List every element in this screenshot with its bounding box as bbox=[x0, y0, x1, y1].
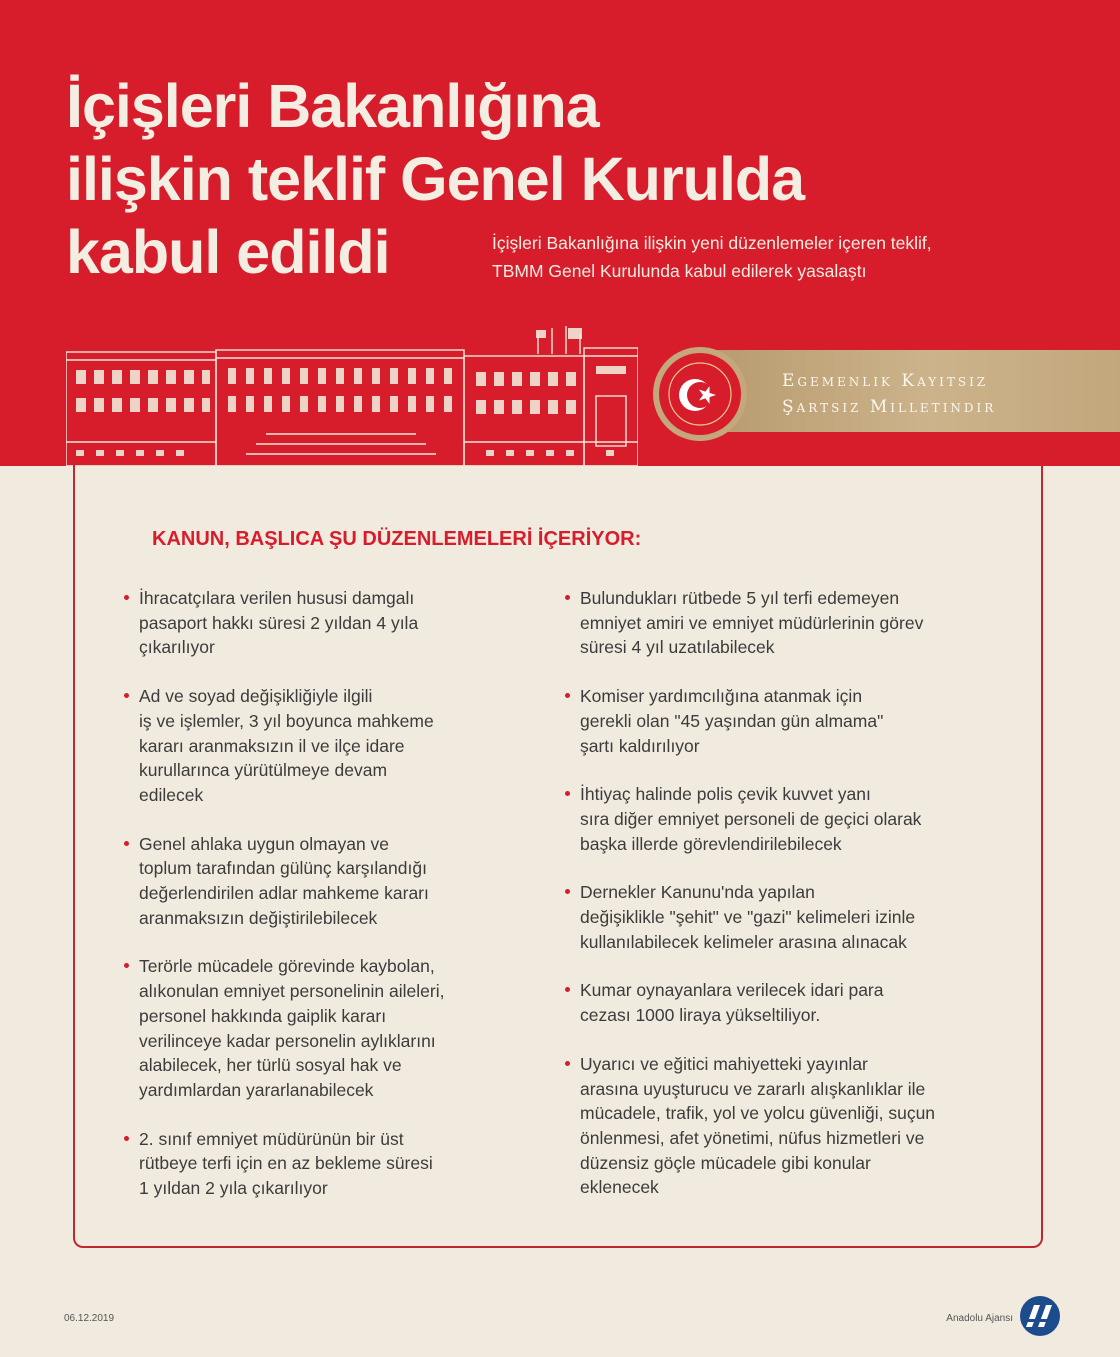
parliament-building-illustration bbox=[66, 326, 638, 468]
list-item bbox=[124, 1127, 524, 1201]
item-line: kullanılabilecek kelimeler arasına alınacak bbox=[580, 931, 907, 952]
item-line: değerlendirilen adlar mahkeme kararı bbox=[139, 883, 429, 904]
bullet-icon bbox=[565, 595, 570, 600]
bullet-icon bbox=[565, 889, 570, 894]
item-line: arasına uyuşturucu ve zararlı alışkanlıklar ile bbox=[580, 1078, 926, 1099]
item-line: çıkarılıyor bbox=[139, 637, 215, 658]
item-line: 1 yıldan 2 yıla çıkarılıyor bbox=[139, 1178, 328, 1199]
item-line: personel hakkında gaiplik kararı bbox=[139, 1005, 387, 1026]
list-item bbox=[565, 1052, 1015, 1200]
item-line: Uyarıcı ve eğitici mahiyetteki yayınlar bbox=[580, 1053, 868, 1074]
item-line: değişiklikle "şehit" ve "gazi" kelimeleri izinle bbox=[580, 907, 916, 928]
item-line: şartı kaldırılıyor bbox=[580, 735, 700, 756]
bullet-icon bbox=[124, 693, 129, 698]
bullet-icon bbox=[124, 595, 129, 600]
list-item bbox=[124, 586, 524, 660]
bullet-icon bbox=[565, 791, 570, 796]
item-line: pasaport hakkı süresi 2 yıldan 4 yıla bbox=[139, 612, 419, 633]
item-line: verilinceye kadar personelin aylıklarını bbox=[139, 1030, 436, 1051]
item-line: mücadele, trafik, yol ve yolcu güvenliği, suçun bbox=[580, 1103, 936, 1124]
section-heading: KANUN, BAŞLICA ŞU DÜZENLEMELERİ İÇERİYOR: bbox=[152, 528, 642, 550]
item-line: İhtiyaç halinde polis çevik kuvvet yanı bbox=[580, 784, 871, 805]
bullet-icon bbox=[565, 987, 570, 992]
item-line: Kumar oynayanlara verilecek idari para bbox=[580, 980, 884, 1001]
motto-text bbox=[782, 368, 996, 420]
item-line: toplum tarafından gülünç karşılandığı bbox=[139, 858, 427, 879]
anadolu-agency-logo bbox=[1019, 1295, 1061, 1337]
subtitle-line: İçişleri Bakanlığına ilişkin yeni düzenlemeler içeren teklif, bbox=[492, 233, 932, 253]
item-line: alabilecek, her türlü sosyal hak ve bbox=[139, 1055, 402, 1076]
item-line: başka illerde görevlendirilebilecek bbox=[580, 833, 842, 854]
right-column-list bbox=[565, 586, 1015, 1224]
item-line: emniyet amiri ve emniyet müdürlerinin görev bbox=[580, 612, 924, 633]
subtitle-line: TBMM Genel Kurulunda kabul edilerek yasalaştı bbox=[492, 261, 867, 281]
item-line: edilecek bbox=[139, 784, 204, 805]
item-line: 2. sınıf emniyet müdürünün bir üst bbox=[139, 1128, 404, 1149]
item-line: süresi 4 yıl uzatılabilecek bbox=[580, 637, 775, 658]
list-item bbox=[124, 832, 524, 931]
item-line: İhracatçılara verilen hususi damgalı bbox=[139, 588, 415, 608]
item-line: düzensiz göçle mücadele gibi konular bbox=[580, 1152, 871, 1173]
list-item bbox=[565, 586, 1015, 660]
bullet-icon bbox=[124, 963, 129, 968]
item-line: Ad ve soyad değişikliğiyle ilgili bbox=[139, 686, 373, 707]
item-line: kararı aranmaksızın il ve ilçe idare bbox=[139, 735, 405, 756]
item-line: yardımlardan yararlanabilecek bbox=[139, 1079, 374, 1100]
title-line: ilişkin teklif Genel Kurulda bbox=[66, 145, 805, 213]
list-item bbox=[565, 684, 1015, 758]
list-item bbox=[124, 954, 524, 1102]
page-subtitle bbox=[492, 229, 1052, 285]
item-line: rütbeye terfi için en az bekleme süresi bbox=[139, 1153, 433, 1174]
item-line: Dernekler Kanunu'nda yapılan bbox=[580, 882, 815, 903]
parliament-emblem bbox=[650, 344, 750, 444]
item-line: aranmaksızın değiştirilebilecek bbox=[139, 907, 378, 928]
item-line: Bulundukları rütbede 5 yıl terfi edemeyen bbox=[580, 588, 900, 608]
item-line: alıkonulan emniyet personelinin aileleri, bbox=[139, 981, 445, 1002]
item-line: Komiser yardımcılığına atanmak için bbox=[580, 686, 863, 707]
item-line: Terörle mücadele görevinde kaybolan, bbox=[139, 956, 435, 977]
item-line: sıra diğer emniyet personeli de geçici olarak bbox=[580, 808, 922, 829]
left-column-list bbox=[124, 586, 524, 1225]
list-item bbox=[565, 978, 1015, 1027]
item-line: eklenecek bbox=[580, 1177, 659, 1198]
motto-line: Şartsız Milletindir bbox=[782, 397, 997, 417]
agency-name: Anadolu Ajansı bbox=[946, 1313, 1013, 1324]
bullet-icon bbox=[124, 1136, 129, 1141]
title-line: kabul edildi bbox=[66, 218, 390, 286]
list-item bbox=[565, 880, 1015, 954]
motto-line: Egemenlik Kayıtsız bbox=[782, 371, 989, 391]
bullet-icon bbox=[124, 841, 129, 846]
publish-date: 06.12.2019 bbox=[64, 1313, 115, 1324]
item-line: cezası 1000 liraya yükseltiliyor. bbox=[580, 1005, 821, 1026]
item-line: Genel ahlaka uygun olmayan ve bbox=[139, 833, 390, 854]
title-line: İçişleri Bakanlığına bbox=[66, 72, 599, 140]
item-line: kurullarınca yürütülmeye devam bbox=[139, 760, 388, 781]
list-item bbox=[565, 782, 1015, 856]
bullet-icon bbox=[565, 1061, 570, 1066]
item-line: iş ve işlemler, 3 yıl boyunca mahkeme bbox=[139, 710, 434, 731]
bullet-icon bbox=[565, 693, 570, 698]
item-line: önlenmesi, afet yönetimi, nüfus hizmetleri ve bbox=[580, 1127, 925, 1148]
list-item bbox=[124, 684, 524, 808]
item-line: gerekli olan "45 yaşından gün almama" bbox=[580, 710, 884, 731]
